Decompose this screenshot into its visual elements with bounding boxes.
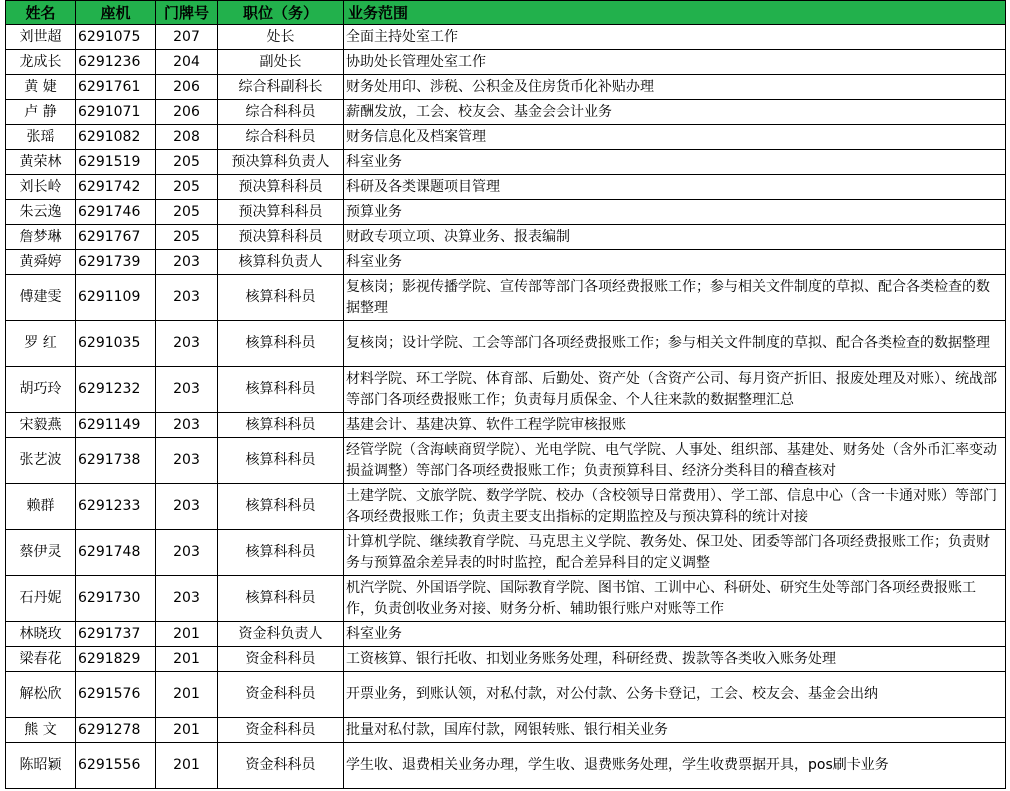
cell-room: 203 — [156, 413, 218, 438]
table-row — [6, 50, 1006, 75]
table-row — [6, 622, 1006, 647]
cell-role: 预决算科负责人 — [218, 150, 344, 175]
cell-scope: 计算机学院、继续教育学院、马克思主义学院、教务处、保卫处、团委等部门各项经费报账工作；负责财务与预算盈余差异表的时时监控，配合差异科目的定义调整 — [344, 530, 1006, 576]
cell-name: 宋毅燕 — [6, 413, 76, 438]
cell-scope: 科研及各类课题项目管理 — [344, 175, 1006, 200]
cell-phone: 6291742 — [76, 175, 156, 200]
cell-name: 朱云逸 — [6, 200, 76, 225]
cell-role: 资金科负责人 — [218, 622, 344, 647]
cell-phone: 6291075 — [76, 25, 156, 50]
cell-role: 资金科科员 — [218, 647, 344, 672]
cell-name: 蔡伊灵 — [6, 530, 76, 576]
cell-room: 205 — [156, 225, 218, 250]
cell-role: 综合科科员 — [218, 125, 344, 150]
cell-name: 傅建雯 — [6, 275, 76, 321]
cell-role: 预决算科科员 — [218, 225, 344, 250]
cell-scope: 薪酬发放，工会、校友会、基金会会计业务 — [344, 100, 1006, 125]
cell-role: 核算科负责人 — [218, 250, 344, 275]
cell-role: 资金科科员 — [218, 672, 344, 718]
cell-room: 203 — [156, 576, 218, 622]
cell-scope: 批量对私付款，国库付款，网银转账、银行相关业务 — [344, 718, 1006, 743]
staff-table-body — [6, 25, 1006, 789]
table-row — [6, 250, 1006, 275]
cell-scope: 复核岗；设计学院、工会等部门各项经费报账工作；参与相关文件制度的草拟、配合各类检查的数据整理 — [344, 321, 1006, 367]
table-row — [6, 367, 1006, 413]
cell-phone: 6291738 — [76, 438, 156, 484]
cell-scope: 科室业务 — [344, 622, 1006, 647]
table-row — [6, 647, 1006, 672]
table-row — [6, 321, 1006, 367]
cell-role: 核算科科员 — [218, 321, 344, 367]
cell-phone: 6291739 — [76, 250, 156, 275]
cell-room: 206 — [156, 100, 218, 125]
cell-name: 黄舜婷 — [6, 250, 76, 275]
cell-role: 核算科科员 — [218, 576, 344, 622]
cell-name: 赖群 — [6, 484, 76, 530]
cell-scope: 全面主持处室工作 — [344, 25, 1006, 50]
header-phone: 座机 — [76, 1, 156, 25]
cell-name: 黄荣林 — [6, 150, 76, 175]
cell-scope: 学生收、退费相关业务办理，学生收、退费账务处理，学生收费票据开具，pos刷卡业务 — [344, 743, 1006, 789]
cell-scope: 协助处长管理处室工作 — [344, 50, 1006, 75]
cell-phone: 6291746 — [76, 200, 156, 225]
table-row — [6, 672, 1006, 718]
table-row — [6, 413, 1006, 438]
cell-name: 张瑶 — [6, 125, 76, 150]
table-row — [6, 718, 1006, 743]
cell-name: 罗 红 — [6, 321, 76, 367]
table-row — [6, 75, 1006, 100]
cell-scope: 复核岗；影视传播学院、宣传部等部门各项经费报账工作；参与相关文件制度的草拟、配合各类检查的数据整理 — [344, 275, 1006, 321]
cell-scope: 财务处用印、涉税、公积金及住房货币化补贴办理 — [344, 75, 1006, 100]
header-scope: 业务范围 — [344, 1, 1006, 25]
staff-table — [5, 0, 1006, 789]
cell-role: 综合科科员 — [218, 100, 344, 125]
cell-room: 201 — [156, 647, 218, 672]
cell-role: 副处长 — [218, 50, 344, 75]
cell-phone: 6291109 — [76, 275, 156, 321]
cell-phone: 6291519 — [76, 150, 156, 175]
table-row — [6, 484, 1006, 530]
cell-name: 林晓玫 — [6, 622, 76, 647]
cell-phone: 6291233 — [76, 484, 156, 530]
cell-phone: 6291071 — [76, 100, 156, 125]
cell-phone: 6291082 — [76, 125, 156, 150]
cell-room: 201 — [156, 718, 218, 743]
cell-room: 201 — [156, 672, 218, 718]
cell-scope: 预算业务 — [344, 200, 1006, 225]
cell-room: 203 — [156, 250, 218, 275]
cell-role: 资金科科员 — [218, 743, 344, 789]
cell-room: 204 — [156, 50, 218, 75]
cell-name: 龙成长 — [6, 50, 76, 75]
cell-name: 詹梦琳 — [6, 225, 76, 250]
cell-room: 203 — [156, 484, 218, 530]
cell-role: 核算科科员 — [218, 438, 344, 484]
table-row — [6, 743, 1006, 789]
cell-scope: 科室业务 — [344, 150, 1006, 175]
cell-scope: 经管学院（含海峡商贸学院）、光电学院、电气学院、人事处、组织部、基建处、财务处（含外币汇率变动损益调整）等部门各项经费报账工作；负责预算科目、经济分类科目的稽查核对 — [344, 438, 1006, 484]
cell-scope: 材料学院、环工学院、体育部、后勤处、资产处（含资产公司、每月资产折旧、报废处理及对账）、统战部等部门各项经费报账工作；负责每月质保金、个人往来款的数据整理汇总 — [344, 367, 1006, 413]
cell-room: 203 — [156, 275, 218, 321]
cell-role: 预决算科科员 — [218, 175, 344, 200]
cell-phone: 6291761 — [76, 75, 156, 100]
table-row — [6, 225, 1006, 250]
cell-scope: 科室业务 — [344, 250, 1006, 275]
cell-name: 梁春花 — [6, 647, 76, 672]
header-row — [6, 1, 1006, 25]
cell-role: 核算科科员 — [218, 530, 344, 576]
cell-room: 203 — [156, 321, 218, 367]
staff-directory-sheet — [5, 0, 1005, 789]
cell-phone: 6291236 — [76, 50, 156, 75]
table-row — [6, 150, 1006, 175]
cell-room: 207 — [156, 25, 218, 50]
cell-name: 石丹妮 — [6, 576, 76, 622]
table-row — [6, 275, 1006, 321]
table-row — [6, 530, 1006, 576]
cell-name: 熊 文 — [6, 718, 76, 743]
cell-role: 核算科科员 — [218, 367, 344, 413]
table-row — [6, 200, 1006, 225]
cell-name: 解松欣 — [6, 672, 76, 718]
cell-scope: 基建会计、基建决算、软件工程学院审核报账 — [344, 413, 1006, 438]
table-row — [6, 25, 1006, 50]
table-row — [6, 100, 1006, 125]
cell-role: 预决算科科员 — [218, 200, 344, 225]
cell-name: 胡巧玲 — [6, 367, 76, 413]
header-name: 姓名 — [6, 1, 76, 25]
cell-room: 208 — [156, 125, 218, 150]
cell-name: 刘世超 — [6, 25, 76, 50]
cell-room: 201 — [156, 743, 218, 789]
cell-phone: 6291576 — [76, 672, 156, 718]
header-role: 职位（务） — [218, 1, 344, 25]
cell-name: 卢 静 — [6, 100, 76, 125]
cell-scope: 财务信息化及档案管理 — [344, 125, 1006, 150]
cell-role: 资金科科员 — [218, 718, 344, 743]
cell-room: 201 — [156, 622, 218, 647]
cell-role: 核算科科员 — [218, 484, 344, 530]
cell-phone: 6291232 — [76, 367, 156, 413]
cell-phone: 6291767 — [76, 225, 156, 250]
cell-phone: 6291737 — [76, 622, 156, 647]
cell-room: 203 — [156, 367, 218, 413]
cell-room: 205 — [156, 175, 218, 200]
cell-name: 黄 婕 — [6, 75, 76, 100]
cell-room: 205 — [156, 150, 218, 175]
cell-phone: 6291149 — [76, 413, 156, 438]
cell-scope: 机汽学院、外国语学院、国际教育学院、图书馆、工训中心、科研处、研究生处等部门各项经费报账工作，负责创收业务对接、财务分析、辅助银行账户对账等工作 — [344, 576, 1006, 622]
cell-role: 核算科科员 — [218, 413, 344, 438]
cell-phone: 6291035 — [76, 321, 156, 367]
cell-role: 处长 — [218, 25, 344, 50]
cell-scope: 工资核算、银行托收、扣划业务账务处理，科研经费、拨款等各类收入账务处理 — [344, 647, 1006, 672]
cell-room: 203 — [156, 438, 218, 484]
cell-phone: 6291730 — [76, 576, 156, 622]
cell-role: 综合科副科长 — [218, 75, 344, 100]
cell-phone: 6291556 — [76, 743, 156, 789]
cell-room: 206 — [156, 75, 218, 100]
cell-name: 张艺波 — [6, 438, 76, 484]
cell-phone: 6291829 — [76, 647, 156, 672]
header-room: 门牌号 — [156, 1, 218, 25]
cell-scope: 土建学院、文旅学院、数学学院、校办（含校领导日常费用）、学工部、信息中心（含一卡通对账）等部门各项经费报账工作；负责主要支出指标的定期监控及与预决算科的统计对接 — [344, 484, 1006, 530]
cell-name: 陈昭颖 — [6, 743, 76, 789]
cell-scope: 开票业务，到账认领，对私付款，对公付款、公务卡登记，工会、校友会、基金会出纳 — [344, 672, 1006, 718]
cell-role: 核算科科员 — [218, 275, 344, 321]
cell-name: 刘长岭 — [6, 175, 76, 200]
table-row — [6, 175, 1006, 200]
cell-phone: 6291748 — [76, 530, 156, 576]
table-row — [6, 125, 1006, 150]
table-row — [6, 438, 1006, 484]
table-row — [6, 576, 1006, 622]
cell-phone: 6291278 — [76, 718, 156, 743]
cell-scope: 财政专项立项、决算业务、报表编制 — [344, 225, 1006, 250]
cell-room: 203 — [156, 530, 218, 576]
cell-room: 205 — [156, 200, 218, 225]
